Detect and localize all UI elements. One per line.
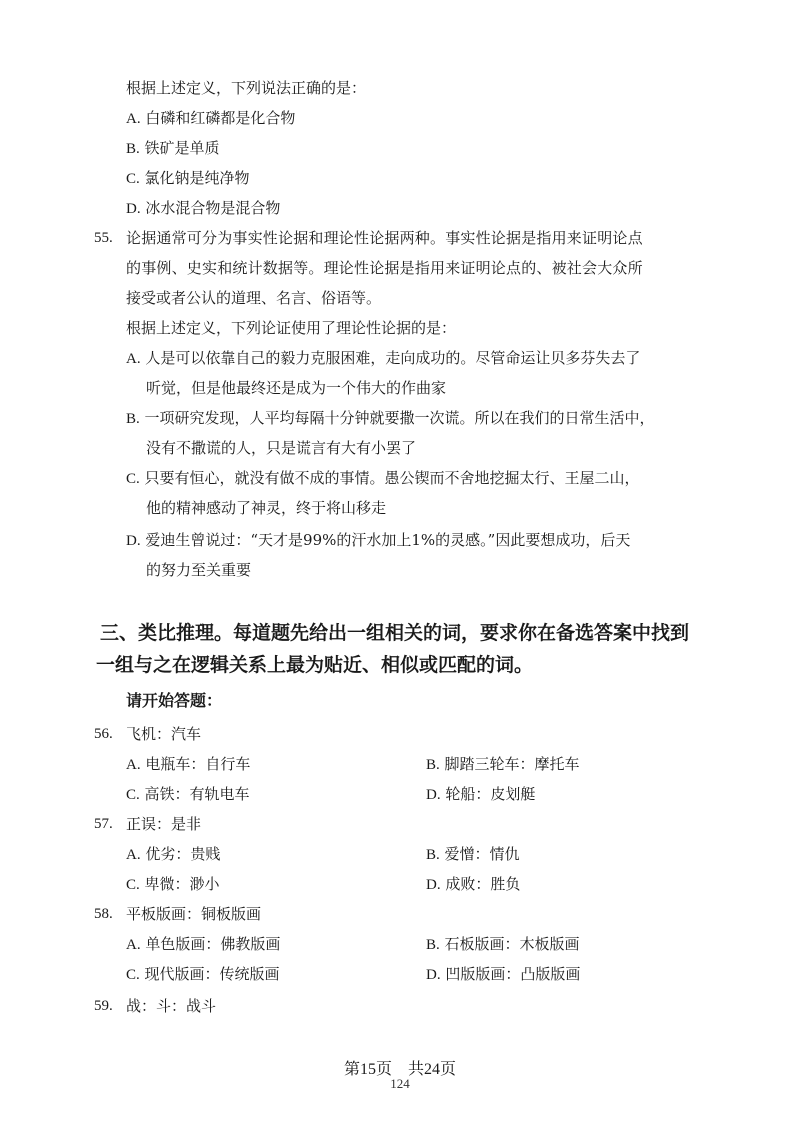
option-d [126,198,280,219]
option-text: 高铁：有轨电车 [144,785,250,803]
option-text-continued: 他的精神感动了神灵，终于将山移走 [146,499,387,517]
option-d [126,530,630,551]
option-a [126,348,640,369]
question-stem: 战：斗：战斗 [126,997,217,1015]
option-letter: C. [126,471,140,487]
question-number: 55. [94,230,113,246]
option-text: 人是可以依靠自己的毅力克服困难，走向成功的。尽管命运让贝多芬失去了 [145,349,641,367]
option-d [426,874,520,895]
option-text: 铁矿是单质 [144,139,220,157]
option-letter: A. [126,937,141,953]
section-instruction: 请开始答题： [126,691,223,710]
option-text-continued: 没有不撒谎的人，只是谎言有大有小罢了 [146,439,417,457]
option-text: 白磷和红磷都是化合物 [145,109,296,127]
option-letter: A. [126,351,141,367]
question-stem: 正误：是非 [126,815,202,833]
option-a [126,108,295,129]
option-letter: B. [426,847,440,863]
option-letter: D. [426,967,441,983]
option-letter: C. [126,787,140,803]
section-heading-continued: 一组与之在逻辑关系上最为贴近、相似或匹配的词。 [96,654,534,676]
option-text-continued: 听觉，但是他最终还是成为一个伟大的作曲家 [146,379,447,397]
option-letter: C. [126,171,140,187]
option-text: 凹版版画：凸版版画 [445,965,581,983]
option-text: 爱迪生曾说过：“天才是99%的汗水加上1%的灵感。”因此要想成功，后天 [145,531,631,549]
option-letter: D. [426,787,441,803]
option-text: 电瓶车：自行车 [145,755,251,773]
option-letter: B. [426,757,440,773]
option-d [426,964,580,985]
section-heading: 三、类比推理。每道题先给出一组相关的词，要求你在备选答案中找到 [100,622,690,644]
question-number: 58. [94,906,113,922]
option-d [426,784,535,805]
option-text: 现代版画：传统版画 [144,965,280,983]
option-a [126,934,280,955]
option-b [426,934,580,955]
option-text: 冰水混合物是混合物 [145,199,281,217]
question-stem-line: 的事例、史实和统计数据等。理论性论据是指用来证明论点的、被社会大众所 [126,259,643,277]
option-letter: A. [126,111,141,127]
option-a [126,754,250,775]
option-text: 成败：胜负 [445,875,521,893]
option-letter: A. [126,757,141,773]
option-text: 优劣：贵贱 [145,845,221,863]
option-b [126,138,220,159]
question-number: 59. [94,998,113,1014]
option-letter: D. [126,533,141,549]
option-text-continued: 的努力至关重要 [146,561,252,579]
option-letter: B. [126,141,140,157]
option-text: 石板版画：木板版画 [444,935,580,953]
option-text: 轮船：皮划艇 [445,785,536,803]
question-stem-line: 论据通常可分为事实性论据和理论性论据两种。事实性论据是指用来证明论点 [126,229,643,247]
option-text: 一项研究发现，人平均每隔十分钟就要撒一次谎。所以在我们的日常生活中， [144,409,655,427]
option-c [126,468,640,489]
option-b [126,408,655,429]
option-a [126,844,220,865]
question-stem: 平板版画：铜板版画 [126,905,262,923]
option-letter: C. [126,877,140,893]
option-letter: D. [426,877,441,893]
question-number: 57. [94,816,113,832]
option-c [126,964,280,985]
option-c [126,784,250,805]
option-c [126,874,220,895]
question-prompt: 根据上述定义，下列说法正确的是： [126,79,367,97]
option-text: 单色版画：佛教版画 [145,935,281,953]
question-prompt: 根据上述定义，下列论证使用了理论性论据的是： [126,319,457,337]
question-number: 56. [94,726,113,742]
option-letter: B. [126,411,140,427]
option-c [126,168,250,189]
page-label: 第15页 共24页 [343,1061,456,1078]
option-text: 卑微：渺小 [144,875,220,893]
option-b [426,844,520,865]
question-stem-line: 接受或者公认的道理、名言、俗语等。 [126,289,382,307]
option-letter: A. [126,847,141,863]
option-text: 爱憎：情仇 [444,845,520,863]
question-stem: 飞机：汽车 [126,725,202,743]
option-text: 只要有恒心，就没有做不成的事情。愚公锲而不舍地挖掘太行、王屋二山， [144,469,640,487]
option-letter: C. [126,967,140,983]
option-text: 氯化钠是纯净物 [144,169,250,187]
option-letter: B. [426,937,440,953]
option-b [426,754,580,775]
option-text: 脚踏三轮车：摩托车 [444,755,580,773]
page-number: 124 [390,1076,410,1091]
option-letter: D. [126,201,141,217]
